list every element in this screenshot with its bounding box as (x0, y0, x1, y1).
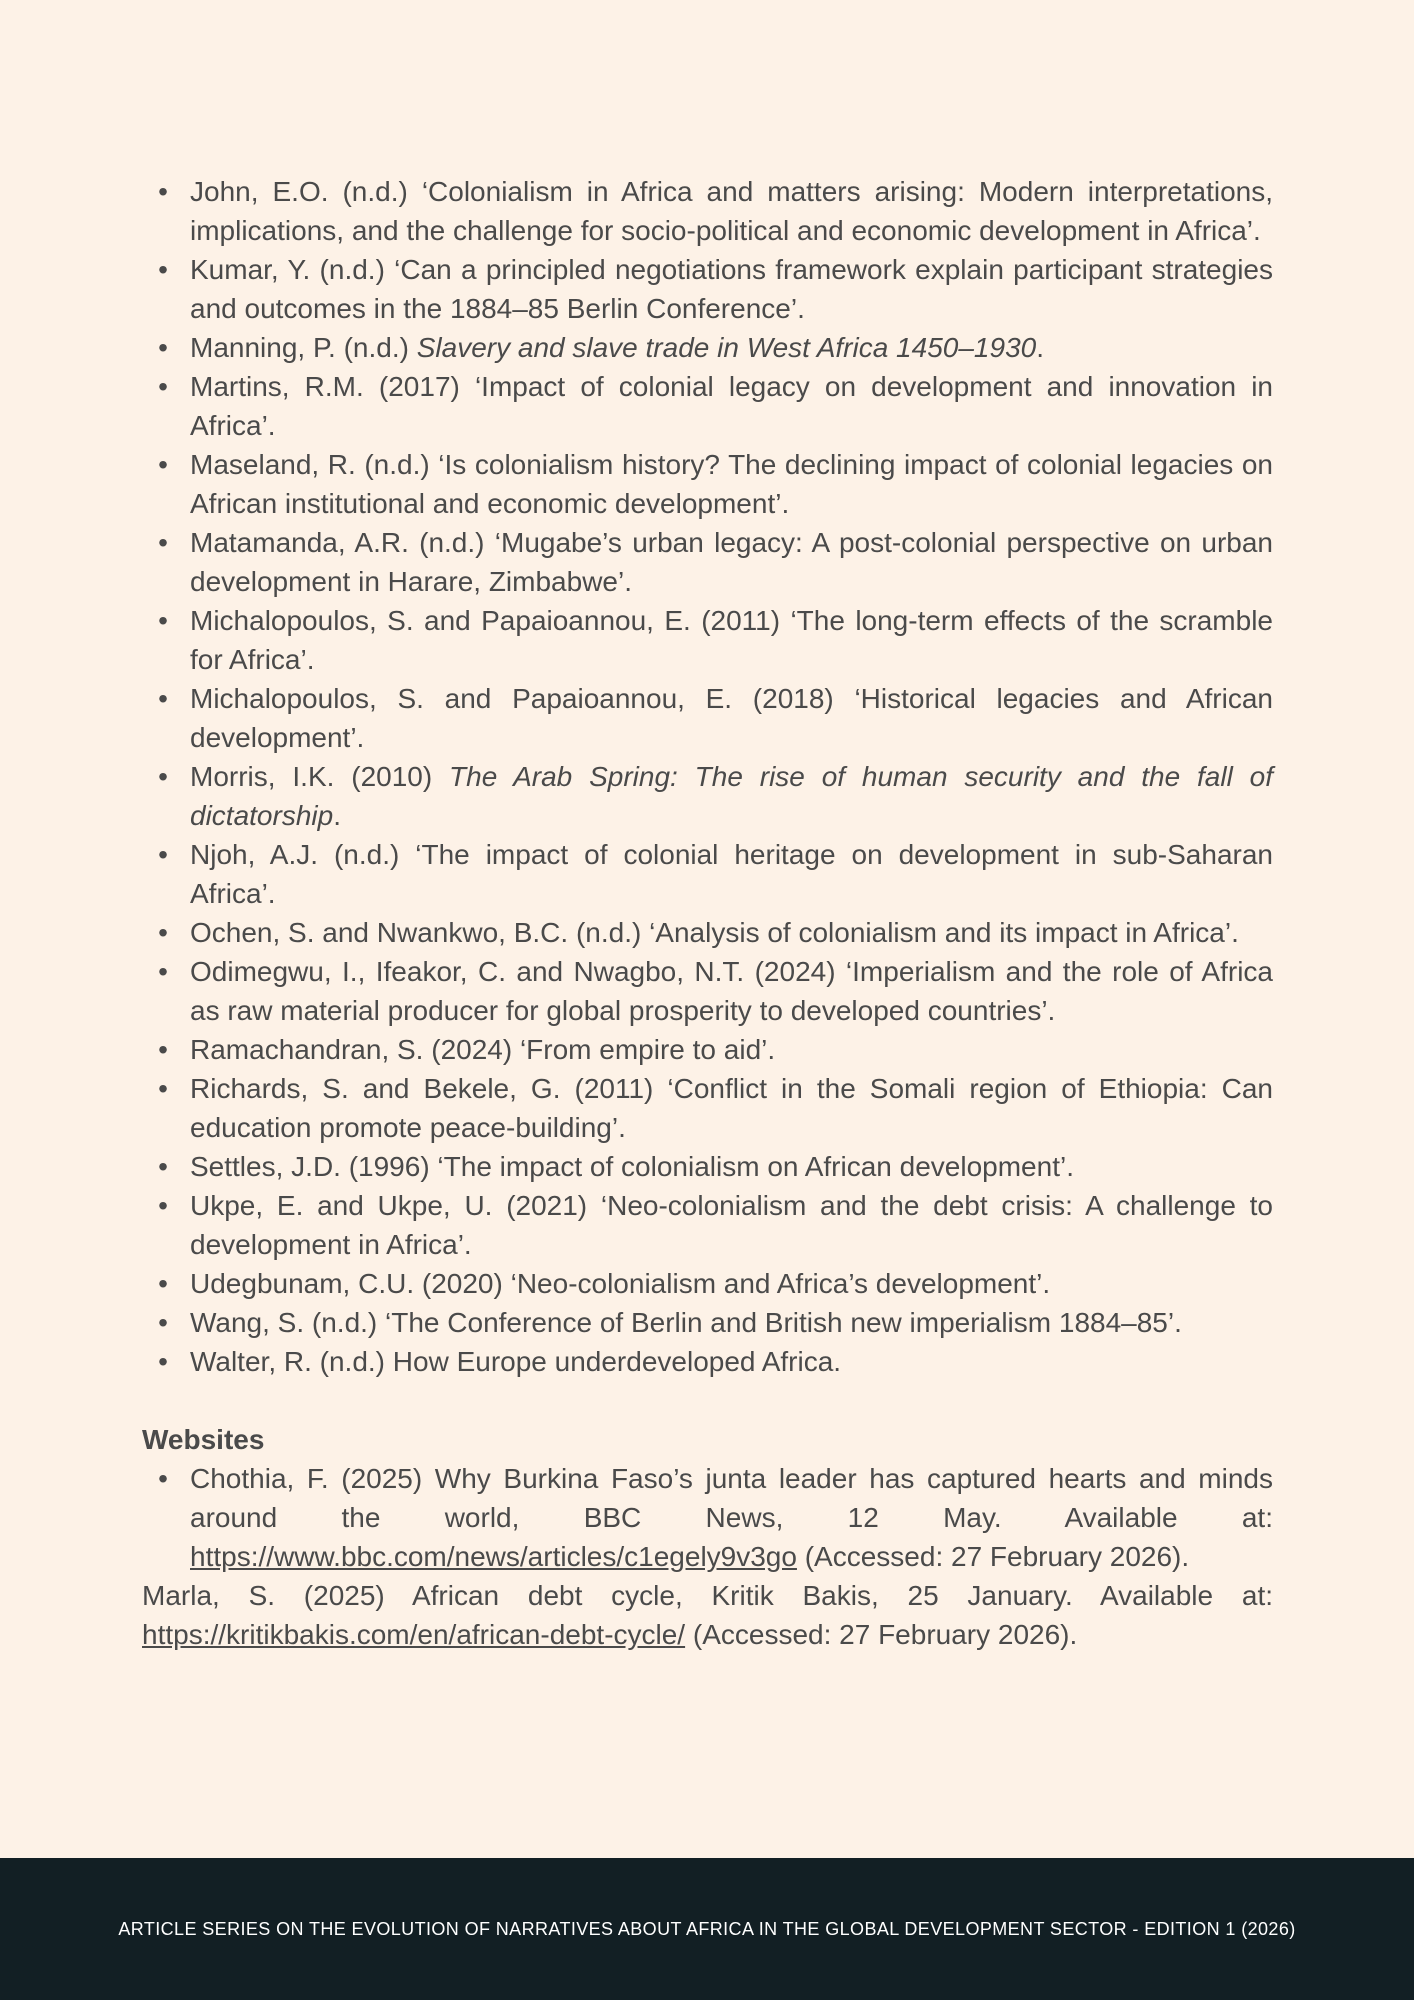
reference-item (142, 679, 1273, 757)
reference-item (142, 601, 1273, 679)
bullet-icon: • (158, 449, 168, 480)
reference-text: Morris, I.K. (2010) (190, 761, 450, 792)
websites-heading: Websites (142, 1424, 265, 1455)
website-reference-item (142, 1459, 1273, 1576)
reference-item (142, 1186, 1273, 1264)
kritikbakis-article-link[interactable]: https://kritikbakis.com/en/african-debt-cycle/ (142, 1619, 686, 1650)
reference-text: Maseland, R. (n.d.) ‘Is colonialism history? The declining impact of colonial legacies on African institutional and economic development’. (190, 449, 1273, 519)
reference-item (142, 952, 1273, 1030)
bullet-icon: • (158, 527, 168, 558)
bullet-icon: • (158, 371, 168, 402)
reference-text: . (1036, 332, 1044, 363)
reference-text: Richards, S. and Bekele, G. (2011) ‘Conflict in the Somali region of Ethiopia: Can education promote peace-building’. (190, 1073, 1273, 1143)
bullet-icon: • (158, 1346, 168, 1377)
reference-text: Njoh, A.J. (n.d.) ‘The impact of colonial heritage on development in sub-Saharan Africa’. (190, 839, 1273, 909)
reference-text: Ukpe, E. and Ukpe, U. (2021) ‘Neo-colonialism and the debt crisis: A challenge to development in Africa’. (190, 1190, 1273, 1260)
reference-text: Udegbunam, C.U. (2020) ‘Neo-colonialism and Africa’s development’. (190, 1268, 1051, 1299)
reference-text: Settles, J.D. (1996) ‘The impact of colonialism on African development’. (190, 1151, 1074, 1182)
reference-item (142, 1147, 1273, 1186)
reference-item (142, 757, 1273, 835)
reference-text: Manning, P. (n.d.) (190, 332, 417, 363)
reference-content (142, 172, 1273, 1654)
website-reference-paragraph (142, 1576, 1273, 1654)
reference-text: Odimegwu, I., Ifeakor, C. and Nwagbo, N.T. (2024) ‘Imperialism and the role of Africa as raw material producer for global prosperity to developed countries’. (190, 956, 1273, 1026)
reference-text: (Accessed: 27 February 2026). (796, 1541, 1190, 1572)
reference-text: Ramachandran, S. (2024) ‘From empire to aid’. (190, 1034, 776, 1065)
reference-item (142, 367, 1273, 445)
reference-item (142, 172, 1273, 250)
reference-item (142, 1342, 1273, 1381)
reference-text: Michalopoulos, S. and Papaioannou, E. (2018) ‘Historical legacies and African development’. (190, 683, 1273, 753)
bullet-icon: • (158, 1268, 168, 1299)
bullet-icon: • (158, 1190, 168, 1221)
reference-text: Walter, R. (n.d.) How Europe underdeveloped Africa. (190, 1346, 842, 1377)
bullet-icon: • (158, 1463, 168, 1494)
reference-text: . (333, 800, 341, 831)
reference-item (142, 1264, 1273, 1303)
reference-text: (Accessed: 27 February 2026). (685, 1619, 1078, 1650)
reference-item (142, 523, 1273, 601)
reference-item (142, 913, 1273, 952)
reference-title-italic: Slavery and slave trade in West Africa 1450–1930 (416, 332, 1037, 363)
reference-text: Martins, R.M. (2017) ‘Impact of colonial legacy on development and innovation in Africa’. (190, 371, 1273, 441)
bbc-article-link[interactable]: https://www.bbc.com/news/articles/c1egely9v3go (190, 1541, 797, 1572)
bullet-icon: • (158, 1073, 168, 1104)
reference-item (142, 835, 1273, 913)
reference-item (142, 328, 1273, 367)
bullet-icon: • (158, 605, 168, 636)
reference-item (142, 445, 1273, 523)
bullet-icon: • (158, 683, 168, 714)
reference-text: Wang, S. (n.d.) ‘The Conference of Berlin and British new imperialism 1884–85’. (190, 1307, 1182, 1338)
reference-text: John, E.O. (n.d.) ‘Colonialism in Africa and matters arising: Modern interpretations, implications, and the challenge for socio-political and economic development in Africa’. (190, 176, 1273, 246)
reference-item (142, 250, 1273, 328)
reference-title-italic: The Arab Spring: The rise of human security and the fall of dictatorship (190, 761, 1273, 831)
reference-text: Kumar, Y. (n.d.) ‘Can a principled negotiations framework explain participant strategies and outcomes in the 1884–85 Berlin Conference’. (190, 254, 1273, 324)
bullet-icon: • (158, 176, 168, 207)
bullet-icon: • (158, 1151, 168, 1182)
reference-text: Chothia, F. (2025) Why Burkina Faso’s junta leader has captured hearts and minds around the world, BBC News, 12 May. Available at: (190, 1463, 1273, 1533)
bullet-icon: • (158, 1034, 168, 1065)
reference-text: Marla, S. (2025) African debt cycle, Kritik Bakis, 25 January. Available at: (142, 1580, 1273, 1611)
bullet-icon: • (158, 917, 168, 948)
bullet-icon: • (158, 332, 168, 363)
footer-text: ARTICLE SERIES ON THE EVOLUTION OF NARRATIVES ABOUT AFRICA IN THE GLOBAL DEVELOPMENT SECTOR - EDITION 1 (2026) (118, 1919, 1296, 1939)
bullet-icon: • (158, 254, 168, 285)
reference-item (142, 1030, 1273, 1069)
reference-text: Ochen, S. and Nwankwo, B.C. (n.d.) ‘Analysis of colonialism and its impact in Africa’. (190, 917, 1239, 948)
reference-text: Matamanda, A.R. (n.d.) ‘Mugabe’s urban legacy: A post-colonial perspective on urban development in Harare, Zimbabwe’. (190, 527, 1273, 597)
bullet-icon: • (158, 1307, 168, 1338)
websites-list (142, 1459, 1273, 1576)
bullet-icon: • (158, 956, 168, 987)
reference-item (142, 1303, 1273, 1342)
reference-text: Michalopoulos, S. and Papaioannou, E. (2011) ‘The long-term effects of the scramble for Africa’. (190, 605, 1273, 675)
bullet-icon: • (158, 761, 168, 792)
bullet-icon: • (158, 839, 168, 870)
reference-item (142, 1069, 1273, 1147)
reference-list (142, 172, 1273, 1381)
footer-bar (0, 1858, 1414, 2000)
